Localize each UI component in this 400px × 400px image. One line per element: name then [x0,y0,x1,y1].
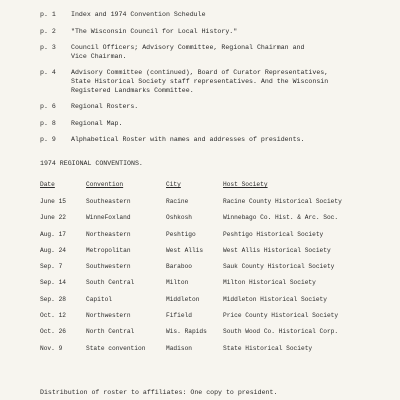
cell-city: West Allis [166,246,204,254]
cell-host-society: Winnebago Co. Hist. & Arc. Soc. [223,214,339,222]
conventions-heading: 1974 REGIONAL CONVENTIONS. [40,160,143,167]
table-row [40,279,398,295]
cell-convention: State convention [86,344,146,352]
table-row [40,214,398,230]
cell-city: Peshtigo [166,230,196,238]
cell-host-society: Racine County Historical Society [223,198,342,205]
cell-city: Milton [166,279,189,287]
cell-convention: Metropolitan [86,246,131,254]
cell-city: Baraboo [166,263,192,271]
toc-page-number: p. 6 [40,103,56,110]
toc-entry [40,43,390,68]
cell-host-society: Price County Historical Society [223,312,339,320]
toc-page-number: p. 1 [40,11,56,18]
table-header-row [40,181,398,198]
cell-convention: North Central [86,328,135,336]
cell-date: Sep. 7 [40,263,63,271]
cell-date: Aug. 24 [40,246,66,254]
toc-entry-text: Council Officers; Advisory Committee, Regional Chairman and Vice Chairman. [71,44,305,60]
cell-convention: Northwestern [86,312,131,320]
toc-page-number: p. 2 [40,28,56,35]
cell-convention: WinneFoxland [86,214,131,222]
cell-city: Madison [166,344,192,352]
cell-host-society: Milton Historical Society [223,279,316,287]
cell-date: Sep. 28 [40,295,66,303]
toc-entry-text: "The Wisconsin Council for Local History." [71,28,238,35]
column-header-convention: Convention [86,181,124,188]
cell-city: Oshkosh [166,214,192,222]
toc-entry [40,68,390,102]
toc-entry [40,119,390,135]
table-of-contents [40,10,390,151]
cell-convention: Southwestern [86,263,131,271]
page-heading [70,0,141,1]
cell-city: Wis. Rapids [166,328,207,336]
cell-host-society: Peshtigo Historical Society [223,230,324,238]
toc-entry-text: Regional Map. [71,120,123,127]
cell-date: Oct. 12 [40,312,66,320]
cell-host-society: Middleton Historical Society [223,295,327,303]
cell-convention: Northeastern [86,230,131,238]
cell-convention: Capitol [86,295,112,303]
cell-city: Racine [166,198,189,205]
toc-page-number: p. 9 [40,136,56,143]
table-row [40,345,398,361]
cell-host-society: State Historical Society [223,344,313,352]
cell-date: June 15 [40,198,66,205]
table-row [40,328,398,344]
toc-page-number: p. 8 [40,120,56,127]
toc-entry [40,135,390,151]
column-header-host-society: Host Society [223,181,268,188]
cell-date: Sep. 14 [40,279,66,287]
cell-date: June 22 [40,214,66,222]
table-row [40,312,398,328]
cell-date: Oct. 26 [40,328,66,336]
cell-host-society: West Allis Historical Society [223,246,331,254]
cell-convention: Southeastern [86,198,131,205]
table-row [40,231,398,247]
cell-host-society: South Wood Co. Historical Corp. [223,328,339,336]
table-row [40,296,398,312]
distribution-note: Distribution of roster to affiliates: One copy to president. [40,389,278,396]
cell-city: Middleton [166,295,200,303]
table-row [40,198,398,214]
cell-city: Fifield [166,312,192,320]
table-row [40,247,398,263]
cell-date: Nov. 9 [40,344,63,352]
toc-entry [40,10,390,27]
column-header-city: City [166,181,181,188]
cell-host-society: Sauk County Historical Society [223,263,335,271]
cell-convention: South Central [86,279,135,287]
toc-entry [40,102,390,119]
toc-entry-text: Advisory Committee (continued), Board of Curator Representatives, State Historical Society staff representatives. And the Wisconsin Registered Landmarks Committee. [71,69,329,94]
column-header-date: Date [40,181,55,188]
toc-entry-text: Regional Rosters. [71,103,139,110]
toc-page-number: p. 3 [40,44,56,51]
table-row [40,263,398,279]
cell-date: Aug. 17 [40,230,66,238]
conventions-table [40,181,398,361]
toc-entry [40,27,390,43]
toc-entry-text: Index and 1974 Convention Schedule [71,11,206,18]
toc-entry-text: Alphabetical Roster with names and addresses of presidents. [71,136,305,143]
toc-page-number: p. 4 [40,69,56,76]
